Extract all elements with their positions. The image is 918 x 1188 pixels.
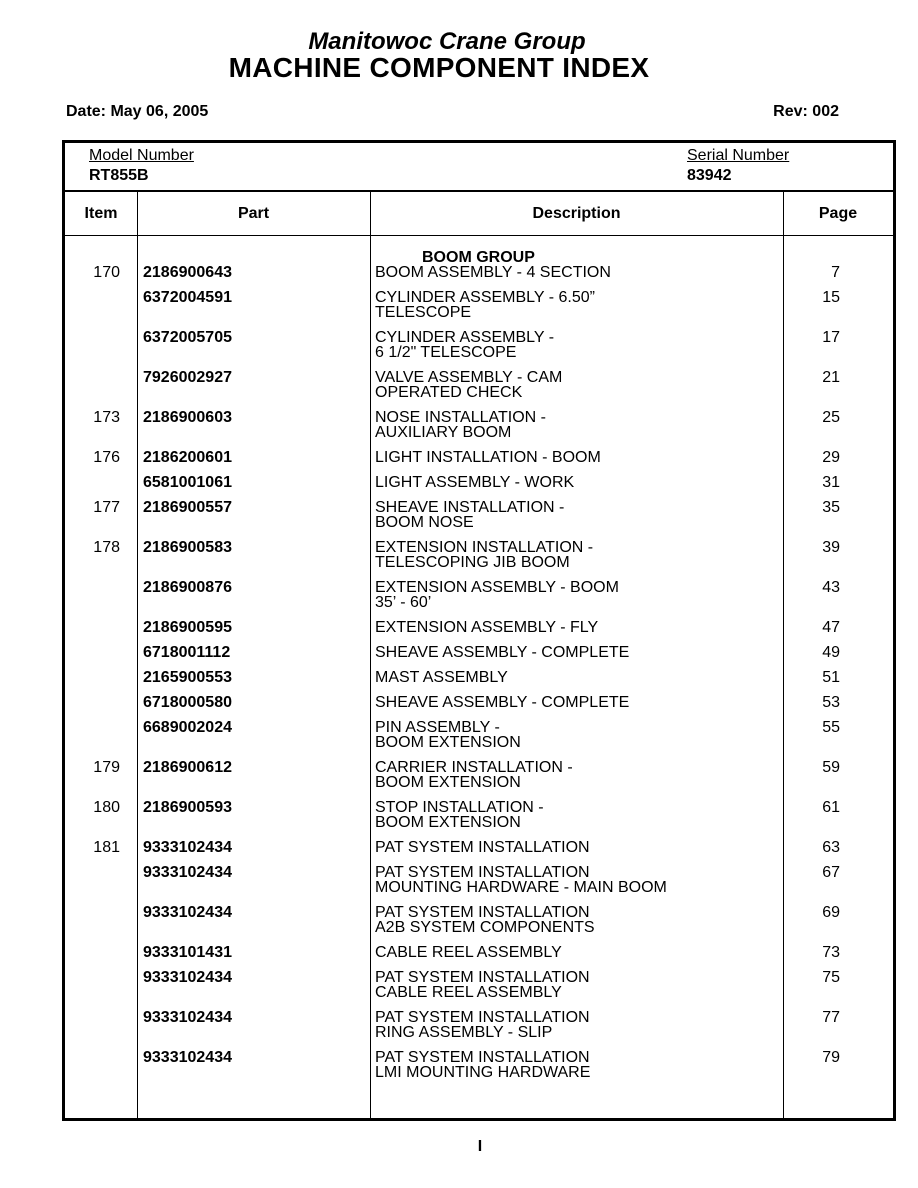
description-line: STOP INSTALLATION -	[375, 799, 544, 816]
description	[375, 540, 593, 570]
description-line: BOOM NOSE	[375, 514, 474, 531]
serial-number-label: Serial Number	[687, 147, 790, 164]
item-number: 173	[93, 409, 120, 426]
item-number: 180	[93, 799, 120, 816]
description-line: BOOM EXTENSION	[375, 734, 521, 751]
description-line: PAT SYSTEM INSTALLATION	[375, 904, 590, 921]
part-number: 2186200601	[143, 449, 232, 466]
header-divider	[65, 235, 893, 236]
description	[375, 720, 521, 750]
description	[375, 265, 611, 280]
description	[375, 905, 595, 935]
page-reference: 63	[822, 839, 840, 856]
page-reference: 43	[822, 579, 840, 596]
description-line: TELESCOPING JIB BOOM	[375, 554, 570, 571]
description	[375, 865, 667, 895]
model-section	[65, 143, 893, 192]
part-number: 2186900612	[143, 759, 232, 776]
column-divider	[370, 190, 371, 1118]
description-line: PAT SYSTEM INSTALLATION	[375, 864, 590, 881]
page-reference: 39	[822, 539, 840, 556]
description	[375, 1010, 590, 1040]
page-reference: 75	[822, 969, 840, 986]
part-number: 9333101431	[143, 944, 232, 961]
part-number: 2186900583	[143, 539, 232, 556]
page-reference: 47	[822, 619, 840, 636]
description-line: CARRIER INSTALLATION -	[375, 759, 573, 776]
page-reference: 25	[822, 409, 840, 426]
description-line: EXTENSION INSTALLATION -	[375, 539, 594, 556]
description	[375, 1050, 590, 1080]
part-number: 2186900593	[143, 799, 232, 816]
part-number: 9333102434	[143, 839, 232, 856]
item-number: 181	[93, 839, 120, 856]
description	[375, 760, 573, 790]
column-header-item: Item	[84, 205, 118, 222]
description-line: BOOM EXTENSION	[375, 774, 521, 791]
page-reference: 77	[822, 1009, 840, 1026]
page-reference: 59	[822, 759, 840, 776]
page-reference: 17	[822, 329, 840, 346]
part-number: 6581001061	[143, 474, 232, 491]
part-number: 6372004591	[143, 289, 232, 306]
description-line: SHEAVE INSTALLATION -	[375, 499, 565, 516]
part-number: 9333102434	[143, 904, 232, 921]
item-number: 170	[93, 264, 120, 281]
description	[375, 330, 554, 360]
description	[375, 290, 595, 320]
description-line: MAST ASSEMBLY	[375, 669, 508, 686]
description-line: PAT SYSTEM INSTALLATION	[375, 1049, 590, 1066]
item-number: 179	[93, 759, 120, 776]
page-reference: 67	[822, 864, 840, 881]
description	[375, 970, 590, 1000]
description	[375, 620, 598, 635]
column-divider	[783, 190, 784, 1118]
part-number: 6689002024	[143, 719, 232, 736]
page-reference: 7	[831, 264, 840, 281]
part-number: 9333102434	[143, 969, 232, 986]
model-number-label: Model Number	[89, 147, 194, 164]
page-reference: 49	[822, 644, 840, 661]
description-line: NOSE INSTALLATION -	[375, 409, 546, 426]
part-number: 7926002927	[143, 369, 232, 386]
description-line: PAT SYSTEM INSTALLATION	[375, 839, 590, 856]
description-line: LIGHT INSTALLATION - BOOM	[375, 449, 601, 466]
part-number: 2186900557	[143, 499, 232, 516]
description	[375, 450, 601, 465]
description-line: OPERATED CHECK	[375, 384, 523, 401]
page-reference: 31	[822, 474, 840, 491]
description-line: VALVE ASSEMBLY - CAM	[375, 369, 563, 386]
description-line: 35’ - 60’	[375, 594, 432, 611]
description-line: EXTENSION ASSEMBLY - FLY	[375, 619, 599, 636]
description	[375, 580, 619, 610]
description-line: CYLINDER ASSEMBLY - 6.50”	[375, 289, 595, 306]
group-title: BOOM GROUP	[422, 249, 535, 266]
description-line: LMI MOUNTING HARDWARE	[375, 1064, 591, 1081]
page-reference: 79	[822, 1049, 840, 1066]
part-number: 2165900553	[143, 669, 232, 686]
description-line: RING ASSEMBLY - SLIP	[375, 1024, 553, 1041]
column-header-description: Description	[532, 205, 621, 222]
part-number: 6372005705	[143, 329, 232, 346]
column-header-page: Page	[818, 205, 858, 222]
description-line: AUXILIARY BOOM	[375, 424, 512, 441]
part-number: 2186900603	[143, 409, 232, 426]
column-divider	[137, 190, 138, 1118]
description-line: CYLINDER ASSEMBLY -	[375, 329, 555, 346]
description-line: 6 1/2" TELESCOPE	[375, 344, 517, 361]
description-line: MOUNTING HARDWARE - MAIN BOOM	[375, 879, 667, 896]
description-line: PIN ASSEMBLY -	[375, 719, 500, 736]
page-reference: 73	[822, 944, 840, 961]
description-line: LIGHT ASSEMBLY - WORK	[375, 474, 575, 491]
description	[375, 945, 562, 960]
page-reference: 61	[822, 799, 840, 816]
description	[375, 475, 574, 490]
part-number: 6718000580	[143, 694, 232, 711]
description-line: PAT SYSTEM INSTALLATION	[375, 1009, 590, 1026]
part-number: 2186900876	[143, 579, 232, 596]
description-line: BOOM EXTENSION	[375, 814, 521, 831]
document-date: Date: May 06, 2005	[66, 103, 209, 120]
page-reference: 53	[822, 694, 840, 711]
page-reference: 35	[822, 499, 840, 516]
part-number: 9333102434	[143, 1049, 232, 1066]
description	[375, 840, 590, 855]
item-number: 177	[93, 499, 120, 516]
page-reference: 29	[822, 449, 840, 466]
item-number: 178	[93, 539, 120, 556]
description	[375, 370, 562, 400]
description-line: EXTENSION ASSEMBLY - BOOM	[375, 579, 619, 596]
part-number: 9333102434	[143, 1009, 232, 1026]
description-line: SHEAVE ASSEMBLY - COMPLETE	[375, 644, 630, 661]
description-line: A2B SYSTEM COMPONENTS	[375, 919, 595, 936]
description	[375, 410, 546, 440]
description	[375, 695, 629, 710]
model-number-value: RT855B	[89, 167, 149, 184]
serial-number-value: 83942	[687, 167, 732, 184]
item-number: 176	[93, 449, 120, 466]
description-line: BOOM ASSEMBLY - 4 SECTION	[375, 264, 611, 281]
part-number: 2186900643	[143, 264, 232, 281]
page-reference: 15	[822, 289, 840, 306]
description-line: SHEAVE ASSEMBLY - COMPLETE	[375, 694, 630, 711]
page-reference: 51	[822, 669, 840, 686]
description-line: CABLE REEL ASSEMBLY	[375, 984, 562, 1001]
page-reference: 69	[822, 904, 840, 921]
document-title: MACHINE COMPONENT INDEX	[228, 52, 650, 83]
document-revision: Rev: 002	[773, 103, 839, 120]
page-number: I	[477, 1138, 483, 1155]
description-line: TELESCOPE	[375, 304, 472, 321]
part-number: 6718001112	[143, 644, 231, 661]
part-number: 2186900595	[143, 619, 232, 636]
column-header-part: Part	[237, 205, 270, 222]
description	[375, 800, 544, 830]
description	[375, 645, 629, 660]
company-name: Manitowoc Crane Group	[308, 28, 586, 55]
part-number: 9333102434	[143, 864, 232, 881]
description	[375, 500, 564, 530]
description-line: CABLE REEL ASSEMBLY	[375, 944, 562, 961]
description-line: PAT SYSTEM INSTALLATION	[375, 969, 590, 986]
page-reference: 21	[822, 369, 840, 386]
description	[375, 670, 508, 685]
page-reference: 55	[822, 719, 840, 736]
component-index-table	[62, 140, 896, 1121]
